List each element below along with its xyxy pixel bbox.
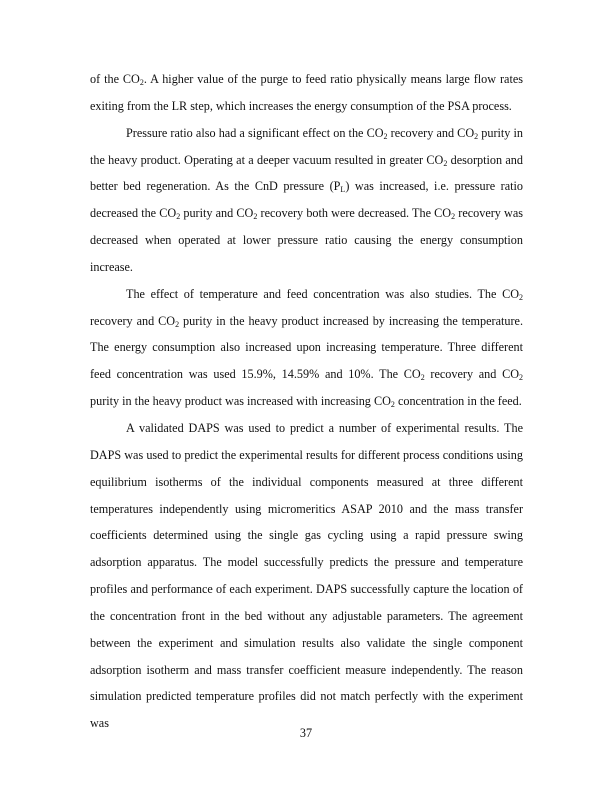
paragraph-continued-purge-ratio: of the $CO_2$. A higher value of the purge to feed ratio physically means large flow rates exiting from the LR step, which increases the energy consumption of the PSA process. bbox=[90, 72, 523, 113]
paragraph-temperature-feed-effect: The effect of temperature and feed concentration was also studies. The $CO_2$ recovery and $CO_2$ purity in the heavy product increased by increasing the temperature. The energy consumption also increased upon increasing temperature. Three different feed concentration was used 15.9%, 14.59% and 10%. The $CO_2$ recovery and $CO_2$ purity in the heavy product was increased with increasing $CO_2$ concentration in the feed. bbox=[90, 286, 523, 410]
paragraph-pressure-ratio-effect: Pressure ratio also had a significant effect on the $CO_2$ recovery and $CO_2$ purity in the heavy product. Operating at a deeper vacuum resulted in greater $CO_2$ desorption and better bed regeneration. As the CnD pressure $(P_L)$ was increased, i.e. pressure ratio decreased the $CO_2$ purity and $CO_2$ recovery both were decreased. The $CO_2$ recovery was decreased when operated at lower pressure ratio causing the energy consumption increase. bbox=[90, 125, 524, 274]
page-number: 37 bbox=[299, 726, 313, 740]
body-text bbox=[90, 66, 523, 737]
paragraph-daps-validation: A validated DAPS was used to predict a number of experimental results. The DAPS was used to predict the experimental results for different process conditions using equilibrium isotherms of the individual components measured at three different temperatures independently using micromeritics ASAP 2010 and the mass transfer coefficients determined using the single gas cycling using a rapid pressure swing adsorption apparatus. The model successfully predicts the pressure and temperature profiles and performance of each experiment. DAPS successfully capture the location of the concentration front in the bed without any adjustable parameters. The agreement between the experiment and simulation results also validate the single component adsorption isotherm and mass transfer coefficient measure independently. The reason simulation predicted temperature profiles did not match perfectly with the experiment was bbox=[90, 420, 523, 731]
